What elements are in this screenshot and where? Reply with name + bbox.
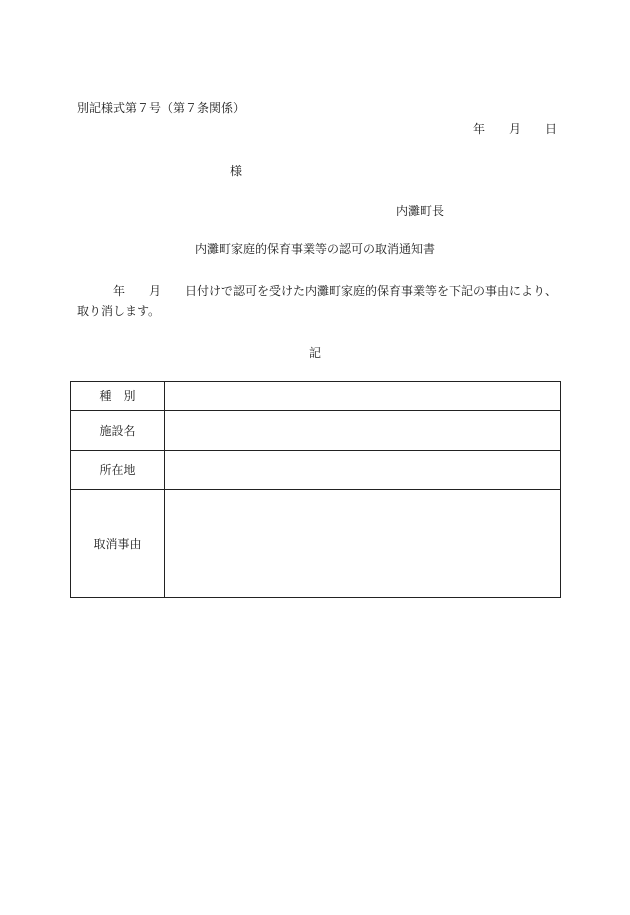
facility-name-label: 施設名 (71, 411, 165, 451)
body-text-line-2: 取り消します。 (77, 304, 161, 318)
table-row-facility-name (71, 411, 561, 451)
document-title: 内灘町家庭的保育事業等の認可の取消通知書 (194, 242, 435, 256)
type-value (165, 382, 561, 411)
issuer-title: 内灘町長 (396, 204, 445, 218)
form-number: 別記様式第７号（第７条関係） (77, 101, 246, 115)
details-table (70, 381, 561, 598)
facility-name-value (165, 411, 561, 451)
addressee-suffix: 様 (230, 164, 243, 178)
table-row-location (71, 451, 561, 490)
date-line: 年 月 日 (473, 122, 558, 136)
table-row-type (71, 382, 561, 411)
table-row-cancellation-reason (71, 490, 561, 598)
location-label: 所在地 (71, 451, 165, 490)
cancellation-reason-value (165, 490, 561, 598)
ki-heading: 記 (308, 346, 321, 360)
type-label: 種 別 (71, 382, 165, 411)
body-text-line-1: 年 月 日付けで認可を受けた内灘町家庭的保育事業等を下記の事由により、 (77, 284, 558, 298)
cancellation-reason-label: 取消事由 (71, 490, 165, 598)
location-value (165, 451, 561, 490)
